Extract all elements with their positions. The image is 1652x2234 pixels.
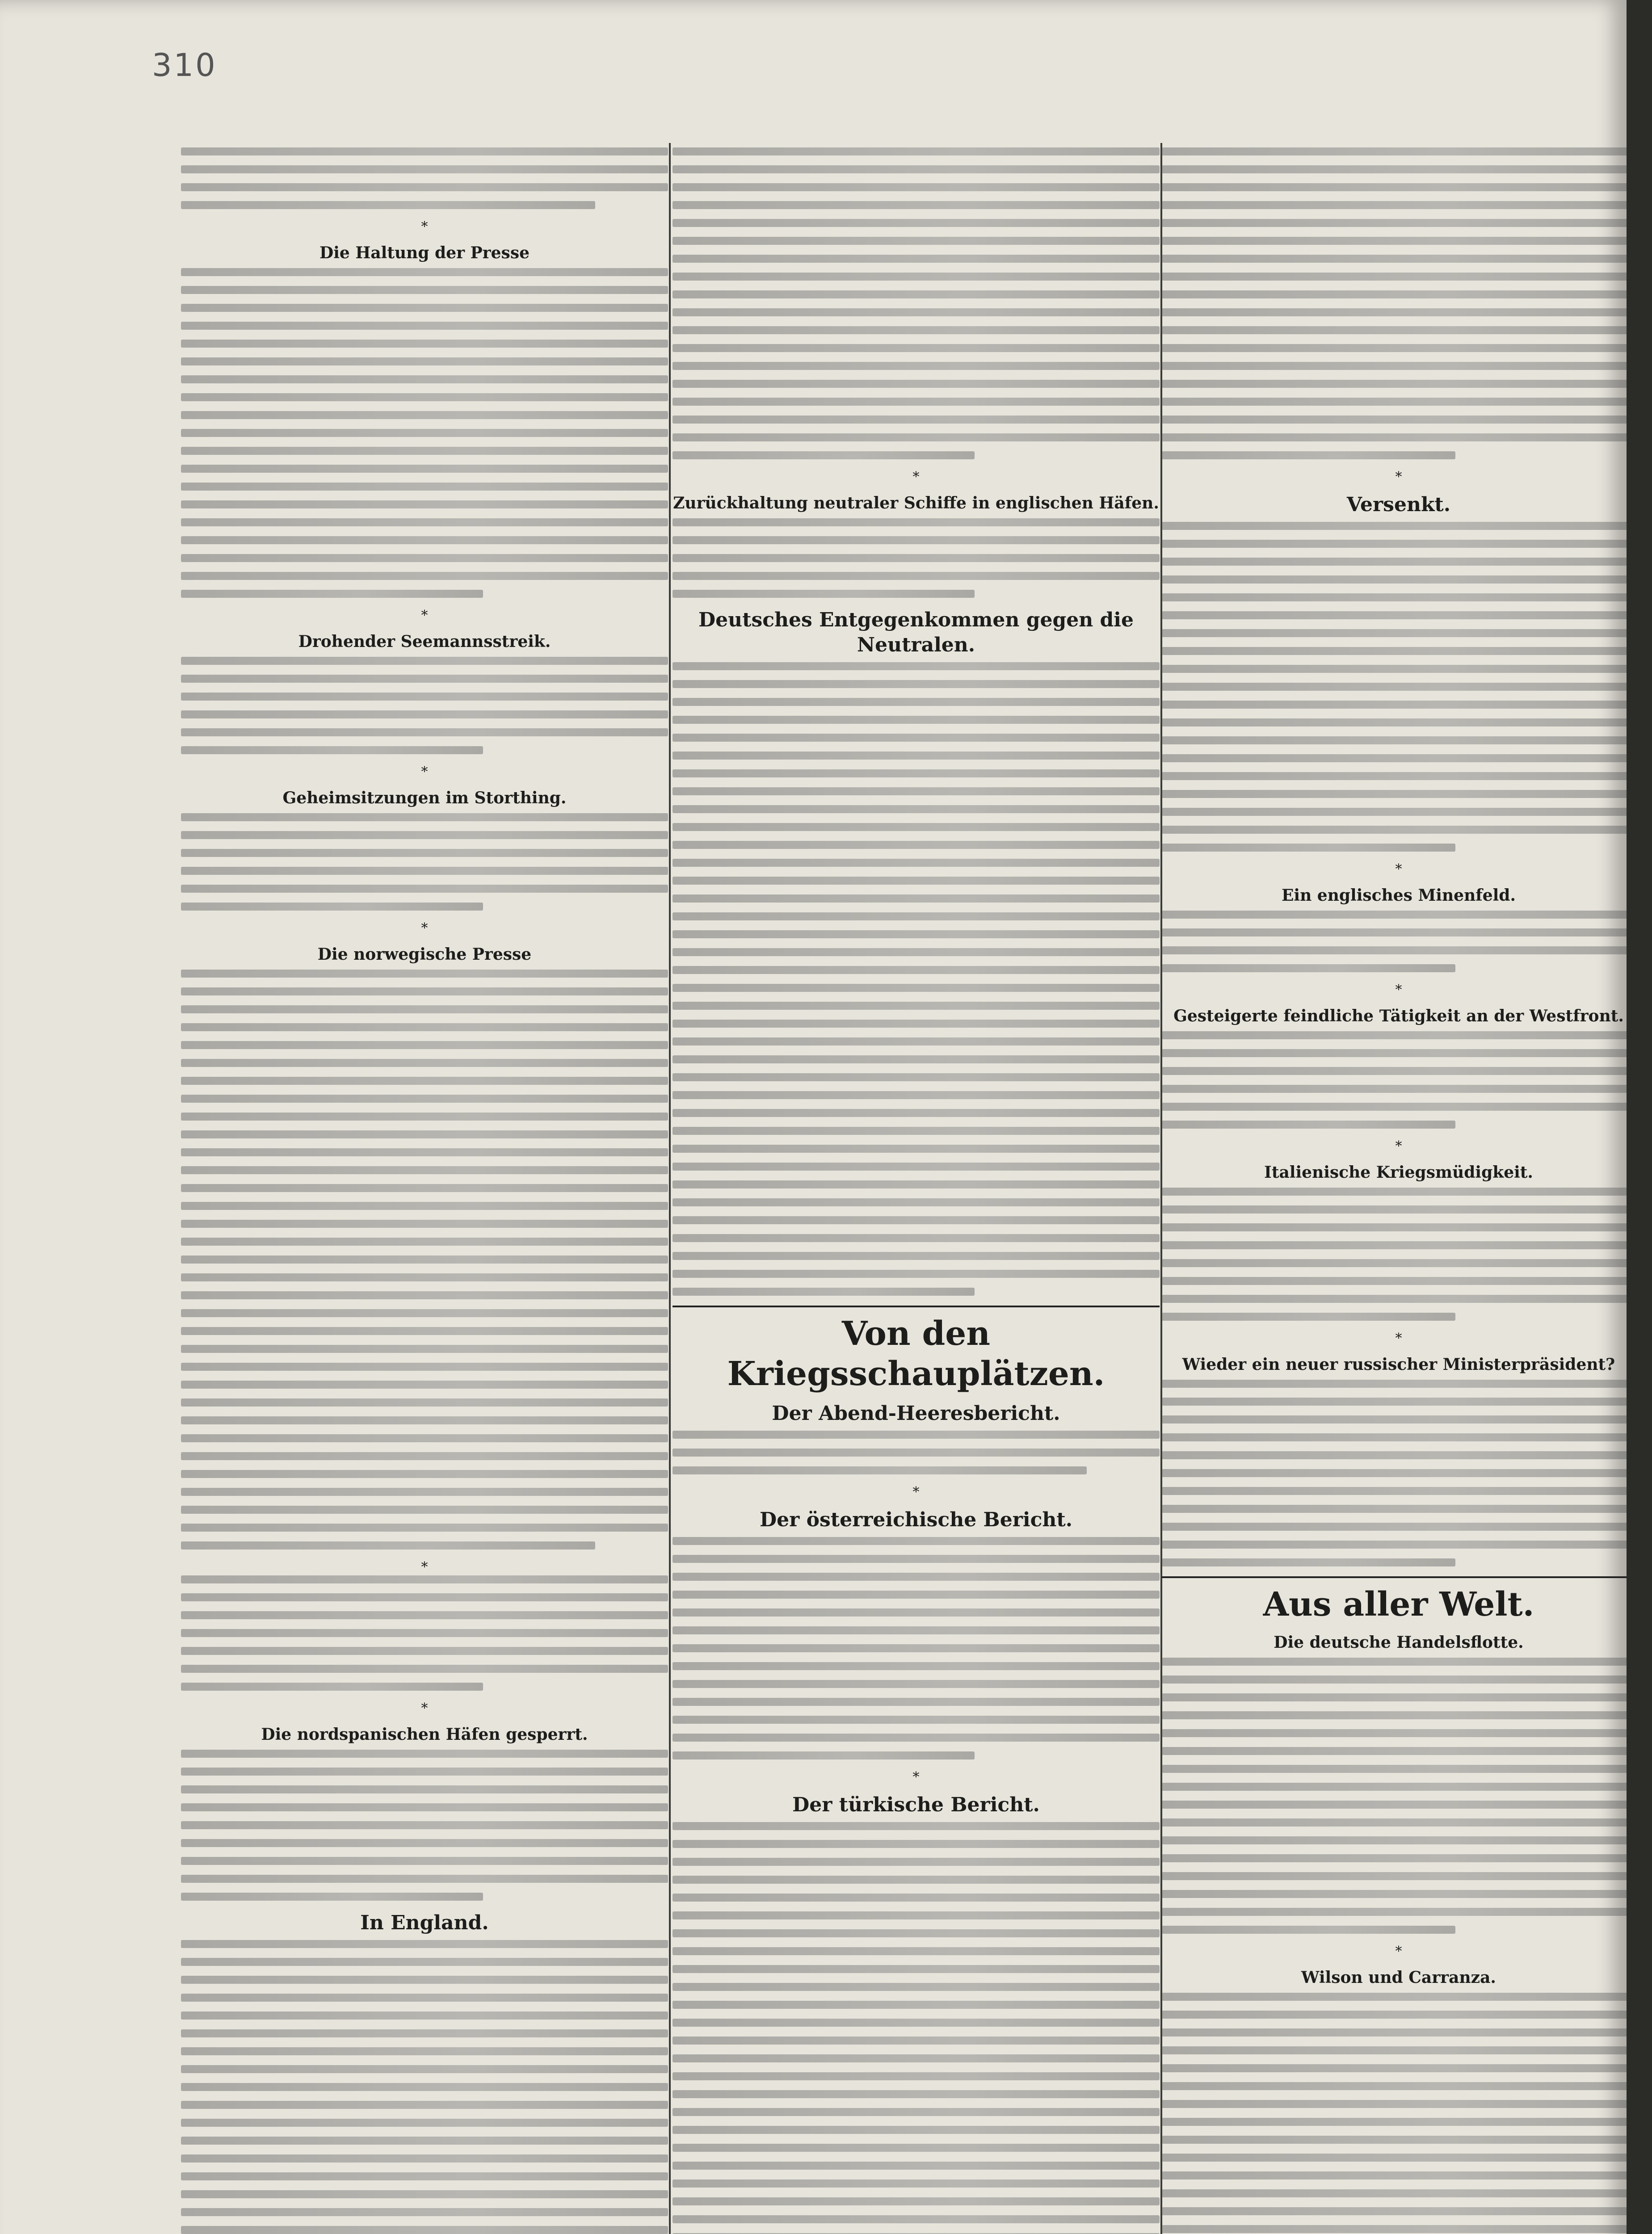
section-heading: Italienische Kriegsmüdigkeit. (1264, 1163, 1533, 1182)
article-text-block (181, 657, 668, 754)
section-heading: Wilson und Carranza. (1301, 1968, 1496, 1987)
section-heading: Wieder ein neuer russischer Ministerpräsident? (1182, 1355, 1615, 1374)
article-text-block (1162, 1993, 1635, 2234)
article-text-block (1162, 522, 1635, 852)
column-3: * Versenkt. * Ein englisches Minenfeld. * Gesteigerte feindliche Tätigkeit an der Westfront. * Italienische Kriegsmüdigkeit. * Wieder ein neuer russischer Ministerpräsident? Aus aller Welt. Die deutsche Handelsflotte. * Wilson und Carranza. (1162, 147, 1635, 2234)
article-text-block (1162, 911, 1635, 972)
section-heading: Drohender Seemannsstreik. (298, 632, 551, 651)
section-heading: Gesteigerte feindliche Tätigkeit an der Westfront. (1173, 1007, 1624, 1025)
article-text-block (673, 518, 1160, 598)
section-heading: Die deutsche Handelsflotte. (1274, 1633, 1524, 1652)
section-heading: Die norwegische Presse (317, 945, 532, 964)
article-text-block (1162, 1031, 1635, 1129)
section-banner: Von den Kriegsschauplätzen. (673, 1306, 1160, 1394)
article-text-block (1162, 1188, 1635, 1321)
page-edge (1627, 0, 1652, 2234)
article-text-block (181, 1750, 668, 1901)
section-heading: Ein englisches Minenfeld. (1281, 886, 1516, 905)
article-text-block (181, 268, 668, 598)
article-text-block (181, 1940, 668, 2234)
column-1: * Die Haltung der Presse * Drohender Seemannsstreik. * Geheimsitzungen im Storthing. * Die norwegische Presse * * Die nordspanischen Häfen gesperrt. In England. (181, 147, 668, 2234)
section-heading: Geheimsitzungen im Storthing. (282, 789, 567, 807)
section-heading: Deutsches Entgegenkommen gegen die Neutralen. (698, 609, 1134, 656)
column-divider (669, 143, 671, 2234)
article-text-block (673, 1431, 1160, 1474)
section-heading: Der Abend-Heeresbericht. (772, 1402, 1060, 1425)
section-heading: Der österreichische Bericht. (759, 1508, 1073, 1531)
article-text-block (1162, 1658, 1635, 1934)
article-text-block (181, 1575, 668, 1691)
column-2: * Zurückhaltung neutraler Schiffe in englischen Häfen. Deutsches Entgegenkommen gegen die Neutralen. Von den Kriegsschauplätzen. Der Abend-Heeresbericht. * Der österreichische Bericht. * Der türkische Bericht. (673, 147, 1160, 2234)
article-text-block (181, 147, 668, 209)
article-text-block (673, 1822, 1160, 2234)
section-heading: Zurückhaltung neutraler Schiffe in englischen Häfen. (673, 494, 1159, 512)
section-heading: Die nordspanischen Häfen gesperrt. (261, 1725, 588, 1744)
article-text-block (181, 970, 668, 1550)
article-text-block (673, 147, 1160, 459)
page-number: 310 (152, 47, 217, 84)
article-text-block (673, 662, 1160, 1296)
section-heading: Die Haltung der Presse (319, 244, 530, 262)
article-text-block (181, 813, 668, 911)
article-text-block (673, 1537, 1160, 1759)
article-text-block (1162, 1380, 1635, 1566)
section-heading: Versenkt. (1346, 493, 1451, 516)
section-heading: In England. (360, 1911, 489, 1934)
section-heading: Der türkische Bericht. (792, 1793, 1040, 1816)
section-banner: Aus aller Welt. (1162, 1576, 1635, 1625)
article-text-block (1162, 147, 1635, 459)
